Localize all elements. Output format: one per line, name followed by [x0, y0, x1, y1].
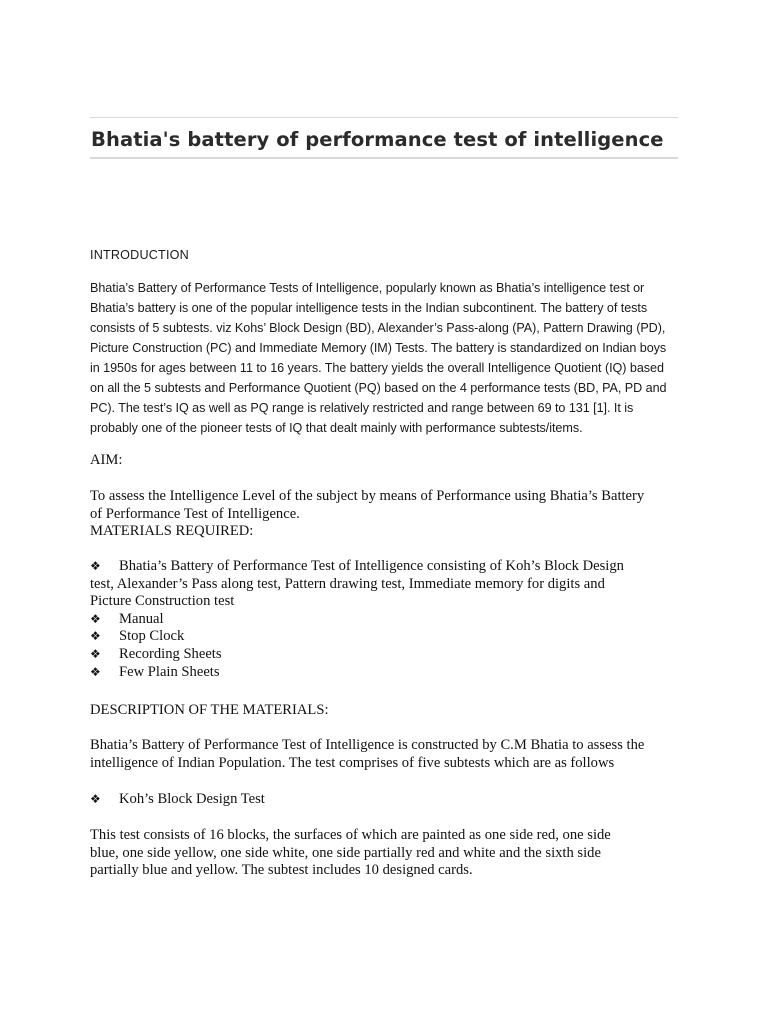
- list-item-text: Few Plain Sheets: [119, 663, 220, 680]
- title-block: [90, 117, 678, 159]
- diamond-bullet-icon: ❖: [90, 559, 101, 573]
- document-title: Bhatia's battery of performance test of intelligence: [91, 128, 664, 151]
- diamond-bullet-icon: ❖: [90, 629, 101, 644]
- list-item-text: Stop Clock: [119, 628, 185, 645]
- block-design-paragraph: This test consists of 16 blocks, the surfaces of which are painted as one side red, one side blue, one side yellow, one side white, one side partially red and white and the sixth side partially blue and yellow. The subtest includes 10 designed cards.: [90, 827, 611, 879]
- introduction-paragraph: Bhatia’s Battery of Performance Tests of Intelligence, popularly known as Bhatia’s intelligence test or Bhatia’s battery is one of the popular intelligence tests in the Indian subcontinent. The battery of tests consists of 5 subtests. viz Kohs’ Block Design (BD), Alexander’s Pass-along (PA), Pattern Drawing (PD), Picture Construction (PC) and Immediate Memory (IM) Tests. The battery is standardized on Indian boys in 1950s for ages between 11 to 16 years. The battery yields the overall Intelligence Quotient (IQ) based on all the 5 subtests and Performance Quotient (PQ) based on the 4 performance tests (BD, PA, PD and PC). The test’s IQ as well as PQ range is relatively restricted and range between 69 to 131 [1]. It is probably one of the pioneer tests of IQ that dealt mainly with performance subtests/items.: [90, 281, 667, 435]
- description-heading: DESCRIPTION OF THE MATERIALS:: [90, 702, 329, 718]
- subtest-label: Koh’s Block Design Test: [119, 791, 265, 807]
- diamond-bullet-icon: ❖: [90, 792, 101, 806]
- introduction-heading: INTRODUCTION: [90, 248, 189, 262]
- list-item: [90, 628, 678, 646]
- list-item-text: Recording Sheets: [119, 645, 222, 662]
- subtest-item: [90, 791, 265, 809]
- list-item: [90, 558, 678, 611]
- materials-list: [90, 558, 678, 681]
- aim-paragraph: To assess the Intelligence Level of the subject by means of Performance using Bhatia’s Battery of Performance Test of Intelligence.: [90, 488, 645, 522]
- materials-heading: MATERIALS REQUIRED:: [90, 523, 254, 539]
- diamond-bullet-icon: ❖: [90, 664, 101, 679]
- diamond-bullet-icon: ❖: [90, 646, 101, 661]
- description-paragraph: Bhatia’s Battery of Performance Test of Intelligence is constructed by C.M Bhatia to assess the intelligence of Indian Population. The test comprises of five subtests which are as follows: [90, 737, 645, 771]
- list-item-text: Manual: [119, 610, 164, 627]
- aim-heading: AIM:: [90, 452, 123, 468]
- list-item-text: Bhatia’s Battery of Performance Test of Intelligence consisting of Koh’s Block Design test, Alexander’s Pass along test, Pattern drawing test, Immediate memory for digits and Picture Construction test: [90, 558, 624, 610]
- list-item: [90, 664, 678, 682]
- diamond-bullet-icon: ❖: [90, 611, 101, 626]
- list-item: [90, 646, 678, 664]
- list-item: [90, 611, 678, 629]
